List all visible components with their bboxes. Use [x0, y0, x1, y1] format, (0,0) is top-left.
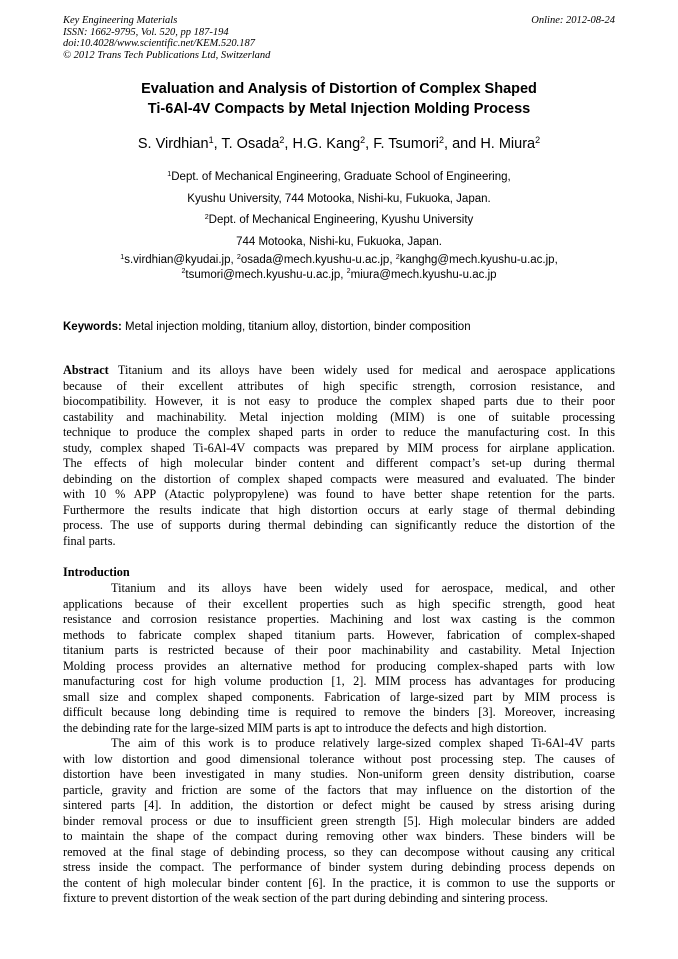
abstract-text: Titanium and its alloys have been widely used for medical and aerospace applications — [108, 363, 615, 377]
introduction-line: manufacturing cost for high volume production [1, 2]. MIM process has advantages for producing — [63, 674, 615, 688]
author-affiliation-marker: 2 — [279, 134, 285, 145]
abstract-line: process. The use of supports during thermal debinding can significantly reduce the distortion of the — [63, 518, 615, 532]
abstract — [63, 363, 615, 549]
abstract-line: final parts. — [63, 533, 116, 548]
introduction-line: The aim of this work is to produce relatively large-sized complex shaped Ti-6Al-4V parts — [111, 736, 615, 750]
affiliations — [63, 167, 615, 282]
doi-line: doi:10.4028/www.scientific.net/KEM.520.187 — [63, 38, 255, 49]
author-name: T. Osada — [221, 136, 280, 152]
introduction-heading: Introduction — [63, 565, 130, 579]
affiliation-1-text: Dept. of Mechanical Engineering, Graduate School of Engineering, — [171, 171, 511, 183]
email-affiliation-marker: 2 — [236, 252, 241, 261]
introduction-line: the content of high molecular binder content [6]. In the practice, it is common to use the supports or — [63, 875, 615, 890]
email-affiliation-marker: 2 — [346, 267, 351, 276]
author-affiliation-marker: 2 — [535, 134, 541, 145]
email-address: miura@mech.kyushu-u.ac.jp — [350, 268, 497, 281]
keywords-text: Metal injection molding, titanium alloy, distortion, binder composition — [121, 321, 471, 333]
introduction-line: methods to fabricate complex shaped titanium parts. However, fabrication of complex-shaped — [63, 627, 615, 642]
introduction-line: small size and complex shaped components. Fabrication of large-sized part by MIM process is — [63, 689, 615, 704]
author-name: H. Miura — [480, 136, 536, 152]
abstract-line: because of their excellent attributes of high specific strength, corrosion resistance, and — [63, 378, 615, 393]
abstract-line — [63, 363, 615, 379]
author-name: H.G. Kang — [292, 136, 361, 152]
email-separator: , — [230, 254, 237, 266]
abstract-line: technique to produce the complex shaped parts in order to reduce the manufacturing cost. In this — [63, 425, 615, 439]
introduction-line: stress inside the compact. The performance of binder system during debinding process depends on — [63, 860, 615, 874]
online-date: Online: 2012-08-24 — [531, 15, 615, 26]
author-name: S. Virdhian — [137, 136, 209, 152]
affiliation-2-marker: 2 — [204, 212, 209, 221]
issn-line: ISSN: 1662-9795, Vol. 520, pp 187-194 — [63, 26, 229, 38]
introduction-line: the debinding rate for the large-sized MIM parts is apt to introduce the defects and high distortion. — [63, 720, 547, 735]
abstract-line: biocompatibility. However, it is not easy to produce the complex shaped parts due to their poor — [63, 394, 615, 408]
introduction-line: removed at the final stage of debinding process, so they can decompose without causing any critical — [63, 844, 615, 859]
copyright-line: © 2012 Trans Tech Publications Ltd, Switzerland — [63, 49, 271, 61]
keywords — [63, 320, 615, 334]
keywords-label: Keywords: — [63, 321, 122, 333]
email-address: kanghg@mech.kyushu-u.ac.jp — [399, 254, 555, 266]
email-line-2 — [63, 268, 615, 283]
introduction-line: applications because of their excellent properties such as high specific strength, good heat — [63, 596, 615, 611]
email-affiliation-marker: 2 — [181, 267, 186, 276]
journal-name: Key Engineering Materials — [63, 15, 178, 26]
introduction-line: particle, gravity and friction are some of the factors that may influence on the distortion of the — [63, 782, 615, 797]
email-line-1 — [63, 253, 615, 268]
introduction-line: sintered parts [4]. In addition, the distortion or defect might be caused by stress arising during — [63, 798, 615, 812]
introduction-line: difficult because long debinding time is required to remove the binders [3]. Moreover, increasing — [63, 705, 615, 719]
introduction-line: Titanium and its alloys have been widely used for aerospace, medical, and other — [111, 581, 615, 595]
affiliation-2-line-1 — [63, 210, 615, 232]
introduction-line: fixture to prevent distortion of the weak section of the part during debinding and sintering process. — [63, 891, 548, 905]
introduction-line: to maintain the shape of the compact during removing other wax binders. These binders will be — [63, 829, 615, 843]
author-name: F. Tsumori — [373, 136, 440, 152]
author-separator: , — [284, 136, 293, 152]
introduction-body — [63, 581, 615, 907]
introduction-line: resistance and corrosion resistance properties. Machining and lost wax casting is the common — [63, 612, 615, 626]
introduction-line: with low distortion and good dimensional tolerance without post processing step. The causes of — [63, 751, 615, 766]
author-affiliation-marker: 2 — [360, 134, 366, 145]
introduction-line: Molding process provides an alternative method for producing complex-shaped parts with low — [63, 658, 615, 673]
author-separator: , — [213, 136, 222, 152]
email-address: tsumori@mech.kyushu-u.ac.jp — [185, 268, 341, 281]
author-separator: , — [365, 136, 374, 152]
journal-header — [63, 15, 270, 61]
introduction-line: distortion have been investigated in many studies. Non-uniform green density distribution, coarse — [63, 767, 615, 781]
affiliation-1-line-1 — [63, 167, 615, 189]
email-address: s.virdhian@kyudai.jp — [124, 254, 231, 266]
author-separator: , and — [444, 136, 481, 152]
introduction-line: binder removal process or due to insufficient green strength [5]. High molecular binders are added — [63, 813, 615, 828]
email-separator: , — [389, 254, 396, 266]
abstract-line: study, complex shaped Ti-6Al-4V compacts was prepared by MIM process for airplane application. — [63, 440, 615, 455]
author-affiliation-marker: 1 — [208, 134, 214, 145]
introduction-line: titanium parts is restricted because of their poor machinability and castability. Metal Injection — [63, 643, 615, 657]
paper-title — [63, 80, 615, 119]
abstract-line: The effects of high molecular binder content and different compact’s set-up during thermal — [63, 456, 615, 470]
abstract-line: with 10 % APP (Atactic polypropylene) was found to have better shape retention for the parts. — [63, 487, 615, 501]
affiliation-2-line-2: 744 Motooka, Nishi-ku, Fukuoka, Japan. — [236, 235, 442, 248]
affiliation-2-text: Dept. of Mechanical Engineering, Kyushu University — [208, 214, 474, 226]
author-affiliation-marker: 2 — [439, 134, 445, 145]
title-line-1: Evaluation and Analysis of Distortion of Complex Shaped — [141, 81, 537, 97]
abstract-line: Furthermore the results indicate that high distortion occurs at early stage of thermal debinding — [63, 502, 615, 517]
email-separator: , — [554, 254, 558, 266]
email-affiliation-marker: 2 — [395, 252, 400, 261]
author-list — [63, 134, 615, 154]
abstract-label: Abstract — [63, 363, 109, 377]
title-line-2: Ti-6Al-4V Compacts by Metal Injection Molding Process — [147, 100, 531, 117]
affiliation-1-marker: 1 — [167, 169, 172, 178]
email-separator: , — [340, 268, 347, 281]
abstract-line: castability and machinability. Metal injection molding (MIM) is one of suitable processing — [63, 409, 615, 424]
email-address: osada@mech.kyushu-u.ac.jp — [240, 254, 390, 266]
abstract-line: debinding on the distortion of complex shaped compacts were measured and evaluated. The binder — [63, 471, 615, 486]
email-affiliation-marker: 1 — [120, 252, 125, 261]
affiliation-1-line-2: Kyushu University, 744 Motooka, Nishi-ku, Fukuoka, Japan. — [187, 192, 491, 205]
